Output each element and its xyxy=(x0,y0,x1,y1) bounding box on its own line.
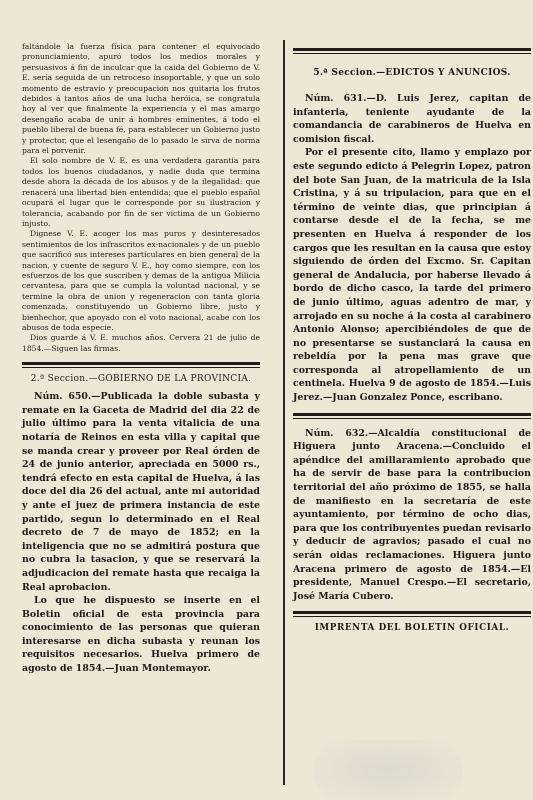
paragraph: Dios guarde á V. E. muchos años. Cervera 21 de julio de 1854.—Siguen las firmas. xyxy=(22,333,260,353)
notice-paragraph: Núm. 632.—Alcaldía constitucional de Higuera junto Aracena.—Concluido el apéndice del amillaramiento aprobado que ha de servir de base para la contribucion territorial del año próximo de 1855, se halla de manifiesto en la secretaría de este ayuntamiento, por término de ocho dias, para que los contribuyentes puedan revisarlo y deducir de agravios; pasado el cual no serán oidas reclamaciones. Higuera junto Aracena primero de agosto de 1854.—El presidente, Manuel Crespo.—El secretario, José María Cubero. xyxy=(293,427,531,602)
section-heading: 5.ª Seccion.—EDICTOS Y ANUNCIOS. xyxy=(313,68,511,78)
paragraph: El solo nombre de V. E. es una verdadera garantia para todos los buenos ciudadanos, y nadie duda que termina desde ahora la década de los abusos y de la ilegalidad: que renacerá una libertad bien entendida; que el pueblo español ocupará el lugar que le corresponde por su ilustracion y tolerancia, acabando por fin de ser víctima de un Gobierno injusto. xyxy=(22,156,260,228)
paragraph: faltándole la fuerza física para contener el equivocado pronunciamiento, apuró todos los medios morales y persuasivos á fin de inculcar que la caida del Gobierno de V. E. sería seguida de un retroceso insoportable, y que un solo momento de estravio y preocupacion nos quitaria los frutos debidos á tantos años de una lucha heróica, se congratula hoy al ver que finalmente la experiencia y el mas amargo desengaño acaba de unir á hombres eminentes, á todo el pueblo liberal de buena fé, para establecer un Gobierno justo y protector, que el lesengaño de lo pasado le sirva de norma para el porvenir. xyxy=(22,42,260,156)
footer-rule xyxy=(293,611,531,617)
printer-imprint: IMPRENTA DEL BOLETIN OFICIAL. xyxy=(314,623,510,634)
right-column xyxy=(293,42,531,633)
column-divider xyxy=(283,40,285,785)
paragraph: Dignese V. E. acoger los mas puros y desinteresados sentimientos de los infrascritos ex-nacionales y de un pueblo que sacrificó sus intereses particulares en bien general de la nacion, y cuente de seguro V. E., hoy como siempre, con los esfuerzos de los que suscriben y demas de la antigua Milicia cervantesa, para que se cumpla la voluntad nacional, y se termine la obra de union y regeneracion con tanta gloria comenzada, constituyendo un Gobierno libre, justo y bienhechor, que apoyado con el voto nacional, acabe con los abusos de toda especie. xyxy=(22,229,260,332)
notice-paragraph: Núm. 650.—Publicada la doble subasta y remate en la Gaceta de Madrid del dia 22 de julio último para la venta vitalicia de una notaría de Reinos en esta villa y capital que se manda crear y proveer por Real órden de 24 de junio anterior, apreciada en 5000 rs., tendrá efecto en esta capital de Huelva, á las doce del dia 26 del actual, ante mi autoridad y ante el juez de primera instancia de este partido, segun lo determinado en el Real decreto de 7 de mayo de 1852; en la inteligencia que no se admitirá postura que no cubra la tasacion, y que se reservará la adjudicacion del remate hasta que recaiga la Real aprobacion. xyxy=(22,391,260,593)
notice-paragraph: Lo que he dispuesto se inserte en el Boletin oficial de esta provincia para conocimiento de las personas que quieran interesarse en dicha subasta y reunan los requisitos necesarios. Huelva primero de agosto de 1854.—Juan Montemayor. xyxy=(22,595,260,675)
notice-paragraph: Núm. 631.—D. Luis Jerez, capitan de infanteria, teniente ayudante de la comandancia de carabineros de Huelva en comision fiscal. xyxy=(293,93,531,145)
notice-paragraph: Por el presente cito, llamo y emplazo por este segundo edicto á Pelegrin Lopez, patron del bote San Juan, de la matricula de la Isla Cristina, y á su tripulacion, para que en el término de veinte dias, que principian á contarse desde el de la fecha, se me presenten en Huelva á responder de los cargos que les resultan en la causa que estoy siguiendo de órden del Excmo. Sr. Capitan general de Andalucia, por haberse llevado á bordo de dicho casco, la tarde del primero de junio último, aguas adentro de mar, y arrojado en su noche á la costa al carabinero Antonio Alonso; apercibiéndoles de que de no presentarse se sustanciará la causa en rebeldía por la pena mas grave que corresponda al atropellamiento de un centinela. Huelva 9 de agosto de 1854.—Luis Jerez.—Juan Gonzalez Ponce, escribano. xyxy=(293,147,531,404)
paper-stain xyxy=(313,740,463,800)
section-heading: 2.ª Seccion.—GOBIERNO DE LA PROVINCIA. xyxy=(30,374,252,385)
left-column xyxy=(22,42,260,676)
section-rule xyxy=(22,362,260,368)
